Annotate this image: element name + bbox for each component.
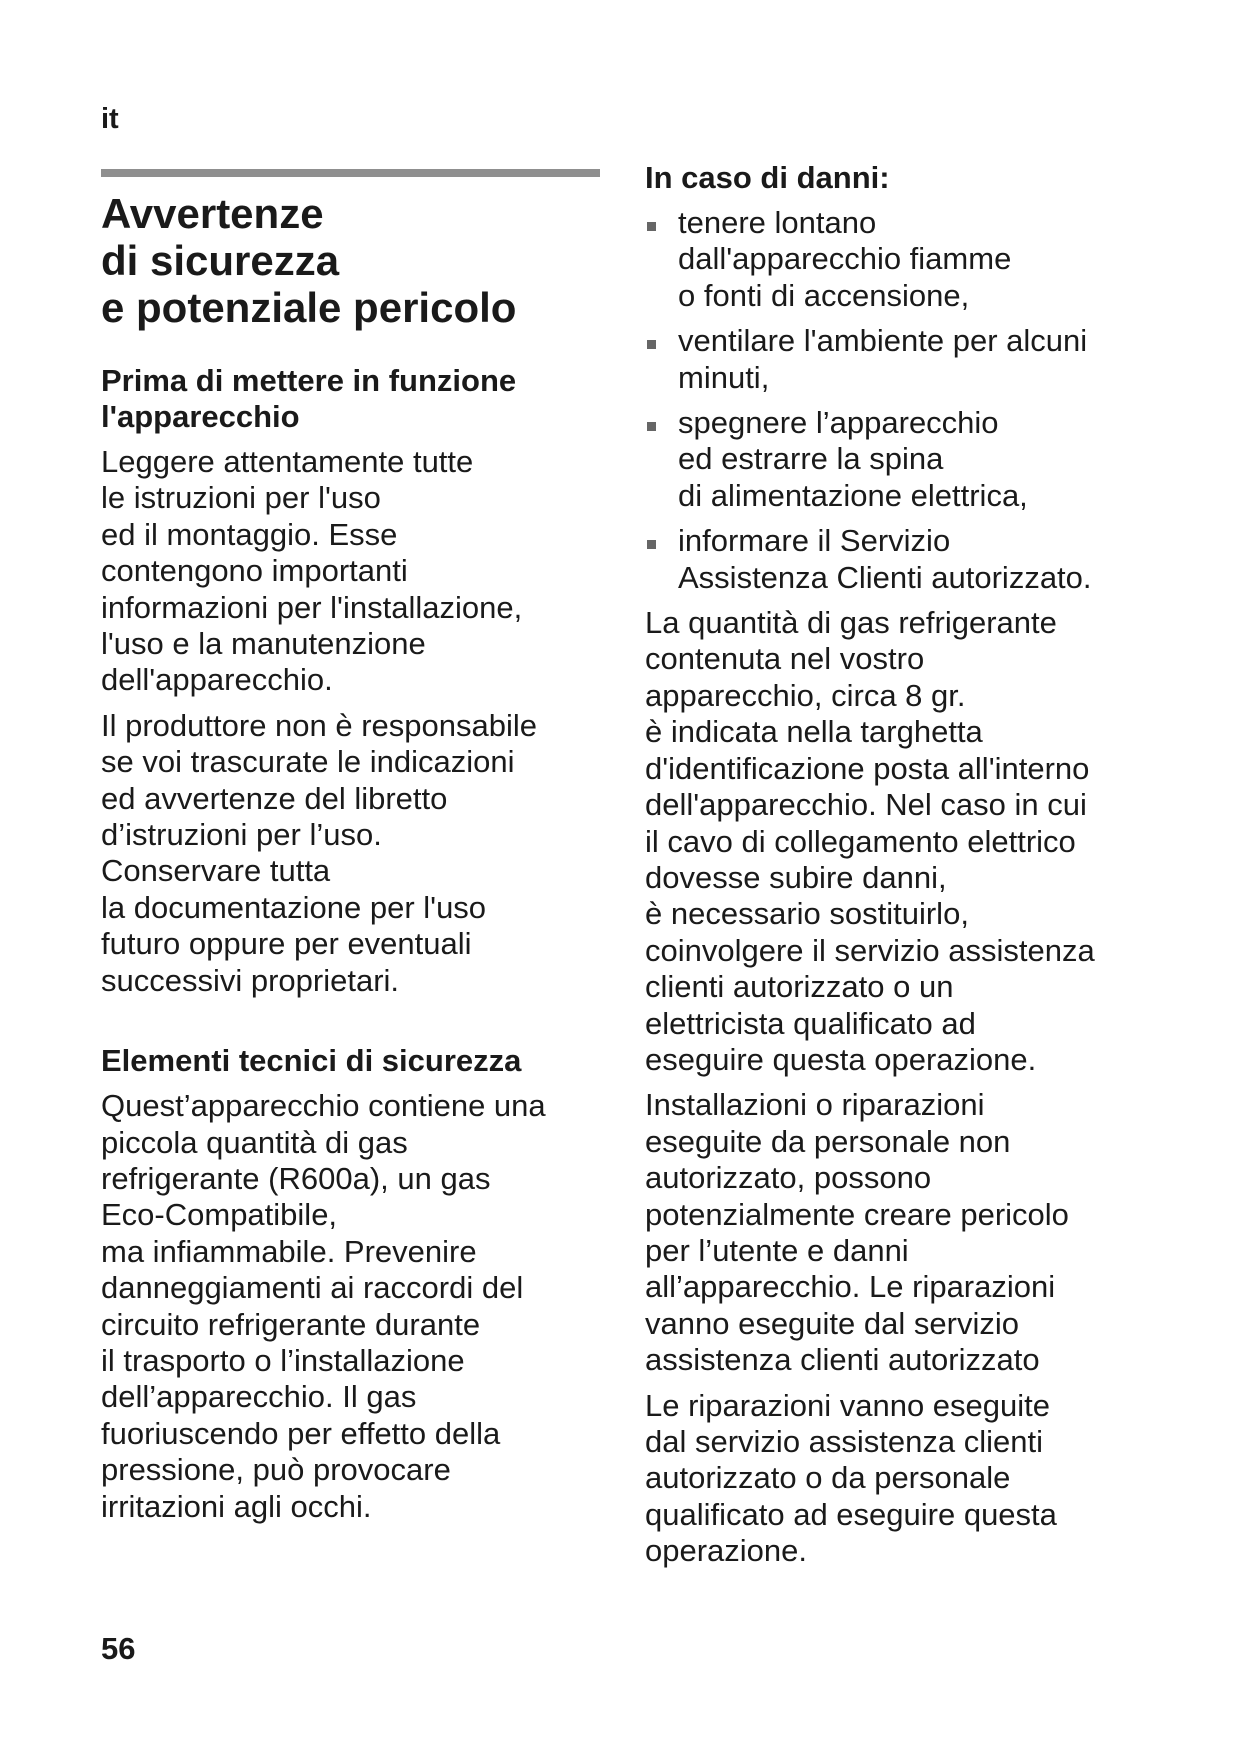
bullet-square-icon [647, 540, 656, 549]
list-item [645, 205, 1165, 314]
bullet-square-icon [647, 222, 656, 231]
damage-steps-list [645, 205, 1165, 596]
list-item-text: spegnere l’apparecchio ed estrarre la spina di alimentazione elettrica, [678, 405, 1028, 513]
paragraph-refrigerant-gas: Quest’apparecchio contiene una piccola quantità di gas refrigerante (R600a), un gas Eco-Compatibile, ma infiammabile. Prevenire danneggiamenti ai raccordi del circuito refrigerante durante il trasporto o l’installazione dell’apparecchio. Il gas fuoriuscendo per effetto della pressione, può provocare irritazioni agli occhi. [101, 1088, 546, 1524]
section-rule [101, 169, 600, 177]
left-column [101, 363, 621, 1534]
bullet-square-icon [647, 340, 656, 349]
page-number: 56 [101, 1631, 136, 1666]
paragraph-manufacturer-liability: Il produttore non è responsabile se voi trascurate le indicazioni ed avvertenze del libretto d’istruzioni per l’uso. Conservare tutta la documentazione per l'uso futuro oppure per eventuali successivi proprietari. [101, 707, 538, 998]
list-item [645, 405, 1165, 514]
paragraph-gas-quantity: La quantità di gas refrigerante contenuta nel vostro apparecchio, circa 8 gr. è indicata nella targhetta d'identificazione posta all'interno dell'apparecchio. Nel caso in cui il cavo di collegamento elettrico dovesse subire danni, è necessario sostituirlo, coinvolgere il servizio assistenza clienti autorizzato o un elettricista qualificato ad eseguire questa operazione. [645, 605, 1095, 1077]
bullet-square-icon [647, 422, 656, 431]
list-item [645, 323, 1165, 396]
list-item-text: informare il Servizio Assistenza Clienti autorizzato. [678, 523, 1092, 595]
section-heading-safety-elements: Elementi tecnici di sicurezza [101, 1043, 522, 1079]
list-item-text: ventilare l'ambiente per alcuni minuti, [678, 323, 1088, 395]
section-heading-in-case-of-damage: In caso di danni: [645, 160, 890, 195]
paragraph-unauthorized-repairs: Installazioni o riparazioni eseguite da personale non autorizzato, possono potenzialmente creare pericolo per l’utente e danni all’apparecchio. Le riparazioni vanno eseguite dal servizio assistenza clienti autorizzato [645, 1087, 1069, 1378]
section-heading-before-use: Prima di mettere in funzione l'apparecchio [101, 363, 517, 434]
right-column [645, 160, 1165, 1579]
list-item [645, 523, 1165, 596]
page-title: Avvertenze di sicurezza e potenziale pericolo [101, 190, 517, 331]
language-code: it [101, 103, 119, 135]
paragraph-authorized-repairs: Le riparazioni vanno eseguite dal servizio assistenza clienti autorizzato o da personale qualificato ad eseguire questa operazione. [645, 1387, 1057, 1569]
list-item-text: tenere lontano dall'apparecchio fiamme o fonti di accensione, [678, 205, 1012, 313]
paragraph-read-instructions: Leggere attentamente tutte le istruzioni per l'uso ed il montaggio. Esse contengono importanti informazioni per l'installazione, l'uso e la manutenzione dell'apparecchio. [101, 444, 523, 698]
